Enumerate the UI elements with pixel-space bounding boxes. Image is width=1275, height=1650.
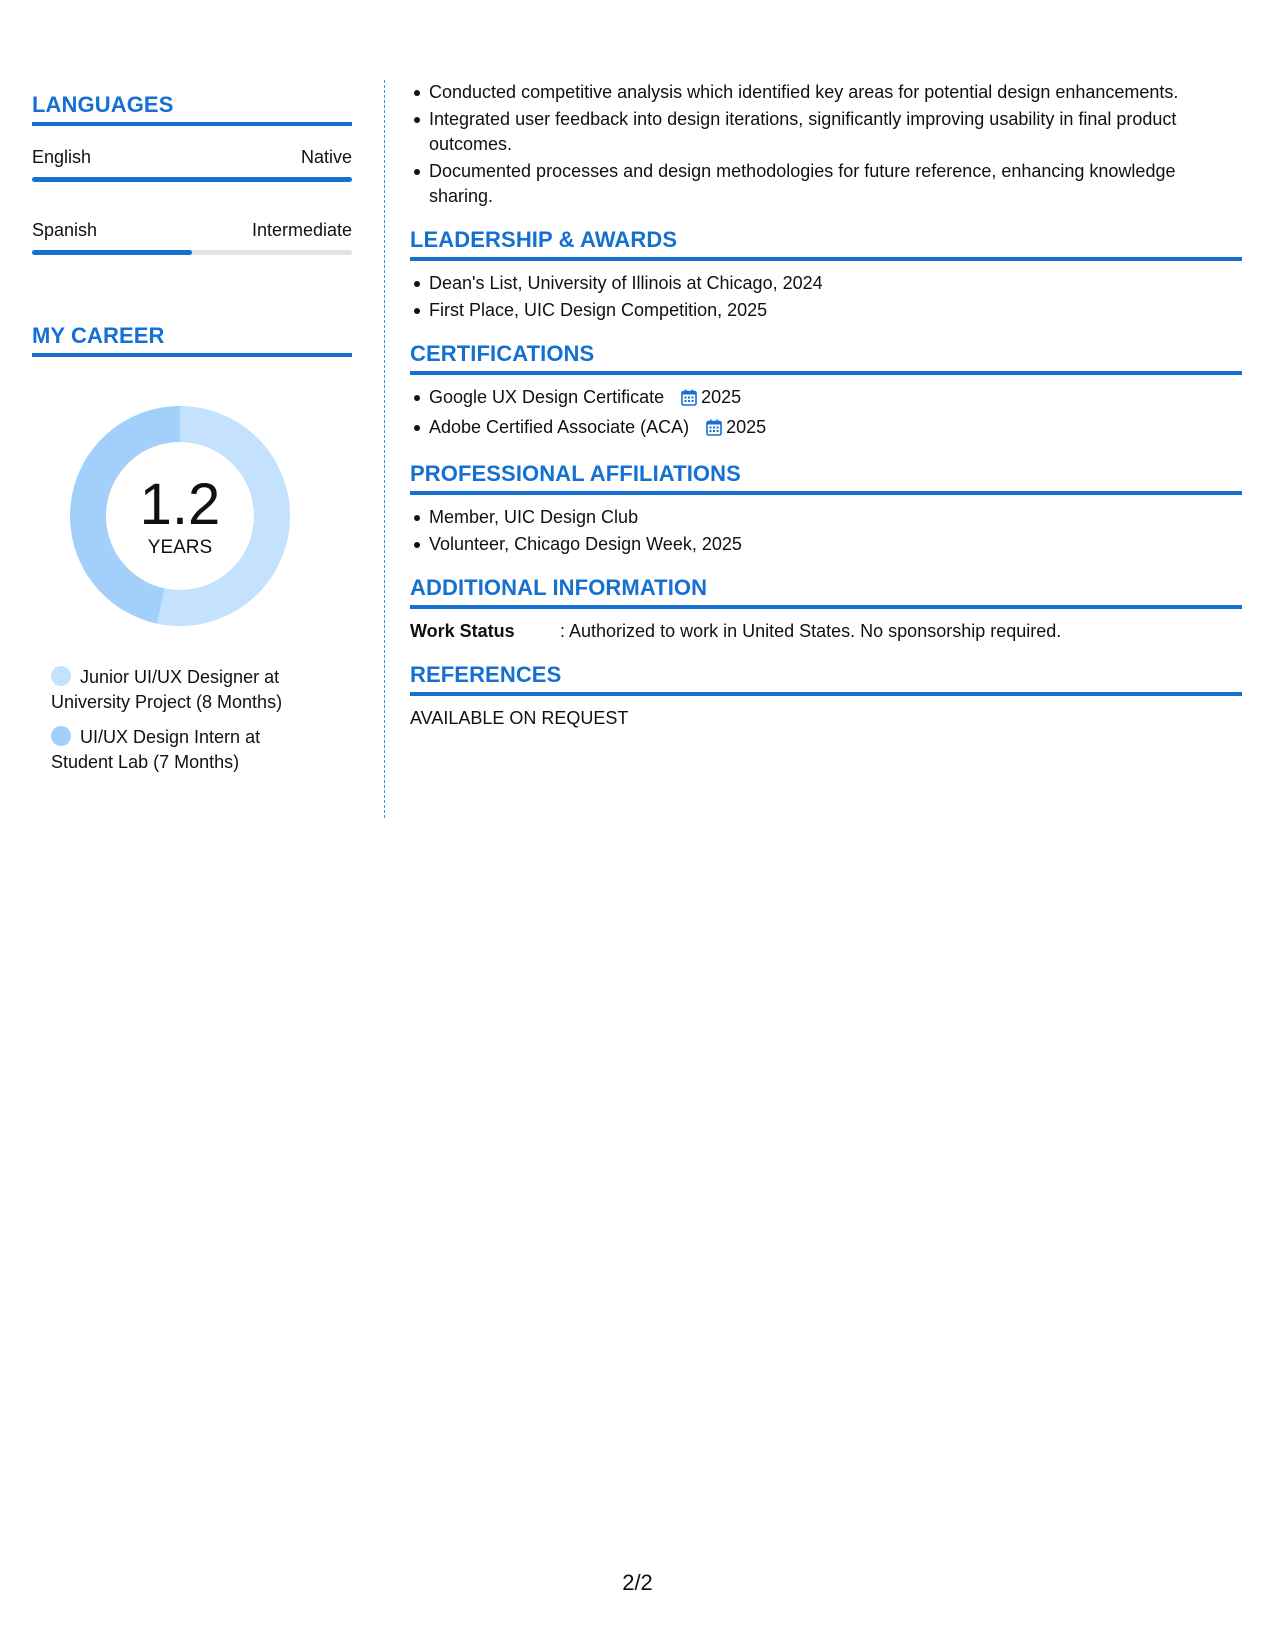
references-text: AVAILABLE ON REQUEST bbox=[410, 708, 629, 728]
career-total-unit: YEARS bbox=[147, 537, 213, 558]
additional-info-section bbox=[410, 575, 1242, 644]
awards-section bbox=[410, 227, 1242, 323]
experience-bullet-list bbox=[410, 80, 1242, 209]
work-status-value: : Authorized to work in United States. No sponsorship required. bbox=[560, 621, 1062, 641]
legend-item bbox=[51, 665, 311, 715]
certification-name: Google UX Design Certificate bbox=[429, 387, 665, 407]
legend-dot-icon bbox=[51, 726, 71, 746]
career-section bbox=[32, 323, 352, 775]
certification-item bbox=[429, 385, 1242, 413]
certifications-heading: CERTIFICATIONS bbox=[410, 341, 1242, 375]
legend-dot-icon bbox=[51, 666, 71, 686]
calendar-icon bbox=[706, 418, 722, 443]
languages-heading: LANGUAGES bbox=[32, 92, 352, 126]
additional-info-heading: ADDITIONAL INFORMATION bbox=[410, 575, 1242, 609]
career-legend bbox=[51, 665, 352, 775]
language-proficiency-bar bbox=[32, 177, 352, 182]
references-heading: REFERENCES bbox=[410, 662, 1242, 696]
affiliations-section bbox=[410, 461, 1242, 557]
language-proficiency-bar bbox=[32, 250, 352, 255]
language-level: Intermediate bbox=[251, 220, 352, 240]
languages-section bbox=[32, 92, 352, 255]
career-total-value: 1.2 bbox=[139, 472, 221, 537]
left-column bbox=[32, 92, 352, 775]
list-item: Volunteer, Chicago Design Week, 2025 bbox=[429, 532, 1242, 557]
legend-label: Junior UI/UX Designer at University Project (8 Months) bbox=[51, 667, 283, 712]
calendar-icon bbox=[681, 388, 697, 413]
certification-item bbox=[429, 415, 1242, 443]
certification-year: 2025 bbox=[726, 417, 767, 437]
language-proficiency-fill bbox=[32, 177, 352, 182]
certification-name: Adobe Certified Associate (ACA) bbox=[429, 417, 690, 437]
donut-center-label bbox=[67, 403, 293, 629]
list-item: Integrated user feedback into design iterations, significantly improving usability in final product outcomes. bbox=[429, 107, 1242, 157]
right-column bbox=[410, 80, 1242, 731]
legend-label: UI/UX Design Intern at Student Lab (7 Months) bbox=[51, 727, 261, 772]
references-section bbox=[410, 662, 1242, 731]
language-item-spanish bbox=[32, 219, 352, 255]
column-divider bbox=[384, 80, 385, 818]
list-item: Documented processes and design methodologies for future reference, enhancing knowledge sharing. bbox=[429, 159, 1242, 209]
certification-year: 2025 bbox=[701, 387, 742, 407]
language-name: English bbox=[32, 147, 92, 167]
work-status-label: Work Status bbox=[410, 621, 515, 641]
list-item: Member, UIC Design Club bbox=[429, 505, 1242, 530]
list-item: Dean's List, University of Illinois at Chicago, 2024 bbox=[429, 271, 1242, 296]
career-donut-chart bbox=[67, 403, 293, 629]
certifications-section bbox=[410, 341, 1242, 443]
language-level: Native bbox=[300, 147, 352, 167]
language-item-english bbox=[32, 146, 352, 182]
language-name: Spanish bbox=[32, 220, 98, 240]
awards-heading: LEADERSHIP & AWARDS bbox=[410, 227, 1242, 261]
career-heading: MY CAREER bbox=[32, 323, 352, 357]
list-item: Conducted competitive analysis which identified key areas for potential design enhancements. bbox=[429, 80, 1242, 105]
legend-item bbox=[51, 725, 311, 775]
list-item: First Place, UIC Design Competition, 2025 bbox=[429, 298, 1242, 323]
language-proficiency-fill bbox=[32, 250, 192, 255]
page-number: 2/2 bbox=[622, 1570, 653, 1595]
work-status-row bbox=[410, 619, 1242, 644]
affiliations-heading: PROFESSIONAL AFFILIATIONS bbox=[410, 461, 1242, 495]
